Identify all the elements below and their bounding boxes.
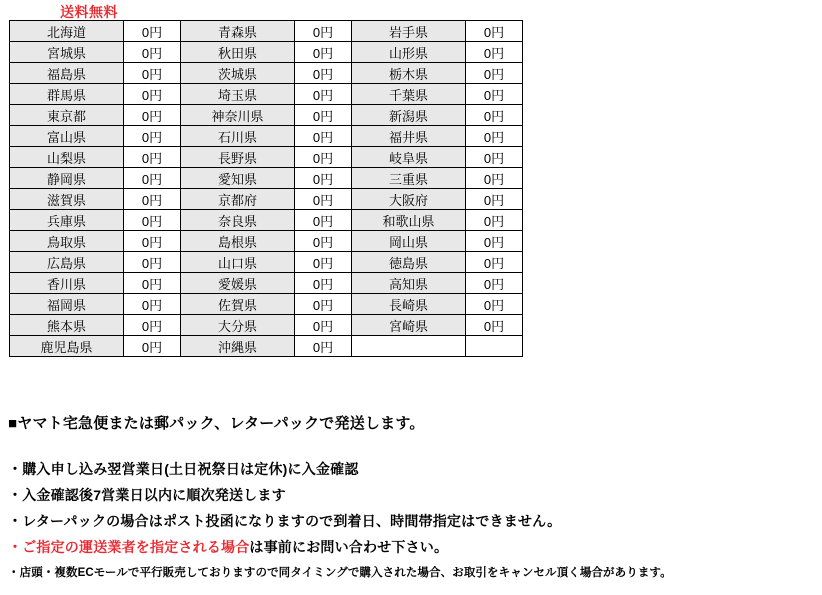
prefecture-cell: 愛知県: [181, 168, 295, 189]
table-row: [10, 189, 523, 210]
prefecture-cell: 鳥取県: [10, 231, 124, 252]
fee-cell: 0円: [295, 63, 352, 84]
prefecture-cell: 滋賀県: [10, 189, 124, 210]
prefecture-cell: 新潟県: [352, 105, 466, 126]
prefecture-cell: 東京都: [10, 105, 124, 126]
prefecture-cell: 静岡県: [10, 168, 124, 189]
fee-cell: 0円: [295, 21, 352, 42]
prefecture-cell: 秋田県: [181, 42, 295, 63]
table-row: [10, 315, 523, 336]
shipping-notes: [8, 412, 814, 580]
prefecture-cell: 岡山県: [352, 231, 466, 252]
fee-cell: 0円: [124, 315, 181, 336]
fee-cell: 0円: [295, 315, 352, 336]
fee-cell: 0円: [466, 315, 523, 336]
fee-cell: 0円: [124, 84, 181, 105]
fee-cell: 0円: [295, 147, 352, 168]
prefecture-cell: 島根県: [181, 231, 295, 252]
fee-cell: 0円: [124, 105, 181, 126]
fee-cell: 0円: [295, 273, 352, 294]
fee-cell: 0円: [124, 252, 181, 273]
shipping-fee-table-body: [10, 21, 523, 357]
fee-cell: 0円: [295, 294, 352, 315]
table-row: [10, 63, 523, 84]
prefecture-cell: 神奈川県: [181, 105, 295, 126]
note-carrier-request-suffix: は事前にお問い合わせ下さい。: [249, 539, 449, 555]
prefecture-cell: 福井県: [352, 126, 466, 147]
prefecture-cell: 愛媛県: [181, 273, 295, 294]
table-row: [10, 210, 523, 231]
table-row: [10, 84, 523, 105]
prefecture-cell: 茨城県: [181, 63, 295, 84]
fee-cell: 0円: [466, 189, 523, 210]
fee-cell: 0円: [466, 42, 523, 63]
prefecture-cell: 岐阜県: [352, 147, 466, 168]
notes-heading: ■ヤマト宅急便または郵パック、レターパックで発送します。: [8, 415, 425, 432]
prefecture-cell: 高知県: [352, 273, 466, 294]
prefecture-cell: 沖縄県: [181, 336, 295, 357]
fee-cell: 0円: [295, 105, 352, 126]
prefecture-cell: 栃木県: [352, 63, 466, 84]
prefecture-cell: 石川県: [181, 126, 295, 147]
prefecture-cell: 宮崎県: [352, 315, 466, 336]
prefecture-cell: 埼玉県: [181, 84, 295, 105]
fee-cell: 0円: [466, 273, 523, 294]
note-line-payment-confirm: ・購入申し込み翌営業日(土日祝祭日は定休)に入金確認: [8, 461, 359, 477]
fee-cell: 0円: [295, 252, 352, 273]
fee-cell: 0円: [124, 231, 181, 252]
fee-cell: 0円: [295, 210, 352, 231]
fee-cell: 0円: [124, 168, 181, 189]
prefecture-cell: 山口県: [181, 252, 295, 273]
prefecture-cell: 奈良県: [181, 210, 295, 231]
note-line-parallel-sales: ・店頭・複数ECモールで平行販売しておりますので同タイミングで購入された場合、お取引をキャンセル頂く場合があります。: [8, 567, 672, 579]
prefecture-cell: 長崎県: [352, 294, 466, 315]
prefecture-cell: 山梨県: [10, 147, 124, 168]
note-line-carrier-request: [8, 537, 814, 557]
table-row: [10, 336, 523, 357]
table-row: [10, 42, 523, 63]
fee-cell: 0円: [295, 231, 352, 252]
table-row: [10, 273, 523, 294]
fee-cell: 0円: [295, 336, 352, 357]
prefecture-cell: 兵庫県: [10, 210, 124, 231]
prefecture-cell: 千葉県: [352, 84, 466, 105]
prefecture-cell: 北海道: [10, 21, 124, 42]
fee-cell: 0円: [124, 63, 181, 84]
prefecture-cell: 香川県: [10, 273, 124, 294]
fee-cell: 0円: [124, 273, 181, 294]
fee-cell: 0円: [466, 63, 523, 84]
prefecture-cell: 福島県: [10, 63, 124, 84]
fee-cell: 0円: [124, 42, 181, 63]
prefecture-cell: 鹿児島県: [10, 336, 124, 357]
prefecture-cell: 山形県: [352, 42, 466, 63]
prefecture-cell: 熊本県: [10, 315, 124, 336]
prefecture-cell: 岩手県: [352, 21, 466, 42]
prefecture-cell: 群馬県: [10, 84, 124, 105]
fee-cell: 0円: [124, 147, 181, 168]
prefecture-cell: 徳島県: [352, 252, 466, 273]
prefecture-cell: 富山県: [10, 126, 124, 147]
table-row: [10, 147, 523, 168]
fee-cell: 0円: [466, 21, 523, 42]
prefecture-cell: 広島県: [10, 252, 124, 273]
fee-cell: 0円: [466, 210, 523, 231]
empty-cell: [466, 336, 523, 357]
fee-cell: 0円: [295, 189, 352, 210]
table-row: [10, 21, 523, 42]
fee-cell: 0円: [124, 336, 181, 357]
fee-cell: 0円: [466, 231, 523, 252]
prefecture-cell: 大分県: [181, 315, 295, 336]
fee-cell: 0円: [124, 294, 181, 315]
prefecture-cell: 京都府: [181, 189, 295, 210]
prefecture-cell: 青森県: [181, 21, 295, 42]
prefecture-cell: 三重県: [352, 168, 466, 189]
fee-cell: 0円: [466, 252, 523, 273]
fee-cell: 0円: [466, 84, 523, 105]
empty-cell: [352, 336, 466, 357]
fee-cell: 0円: [124, 126, 181, 147]
prefecture-cell: 長野県: [181, 147, 295, 168]
fee-cell: 0円: [466, 168, 523, 189]
table-row: [10, 105, 523, 126]
fee-cell: 0円: [466, 126, 523, 147]
table-row: [10, 231, 523, 252]
fee-cell: 0円: [124, 21, 181, 42]
free-shipping-label: 送料無料: [60, 4, 118, 20]
table-row: [10, 168, 523, 189]
shipping-fee-table: [9, 20, 523, 357]
prefecture-cell: 宮城県: [10, 42, 124, 63]
note-carrier-request-prefix: ・ご指定の運送業者を指定される場合: [8, 539, 250, 555]
fee-cell: 0円: [124, 210, 181, 231]
prefecture-cell: 佐賀県: [181, 294, 295, 315]
table-row: [10, 294, 523, 315]
table-row: [10, 252, 523, 273]
prefecture-cell: 和歌山県: [352, 210, 466, 231]
fee-cell: 0円: [124, 189, 181, 210]
fee-cell: 0円: [466, 147, 523, 168]
fee-cell: 0円: [295, 168, 352, 189]
note-line-dispatch: ・入金確認後7営業日以内に順次発送します: [8, 487, 286, 503]
fee-cell: 0円: [466, 105, 523, 126]
fee-cell: 0円: [295, 84, 352, 105]
fee-cell: 0円: [466, 294, 523, 315]
fee-cell: 0円: [295, 126, 352, 147]
prefecture-cell: 福岡県: [10, 294, 124, 315]
table-row: [10, 126, 523, 147]
prefecture-cell: 大阪府: [352, 189, 466, 210]
fee-cell: 0円: [295, 42, 352, 63]
note-line-letterpack: ・レターパックの場合はポスト投函になりますので到着日、時間帯指定はできません。: [8, 513, 562, 529]
